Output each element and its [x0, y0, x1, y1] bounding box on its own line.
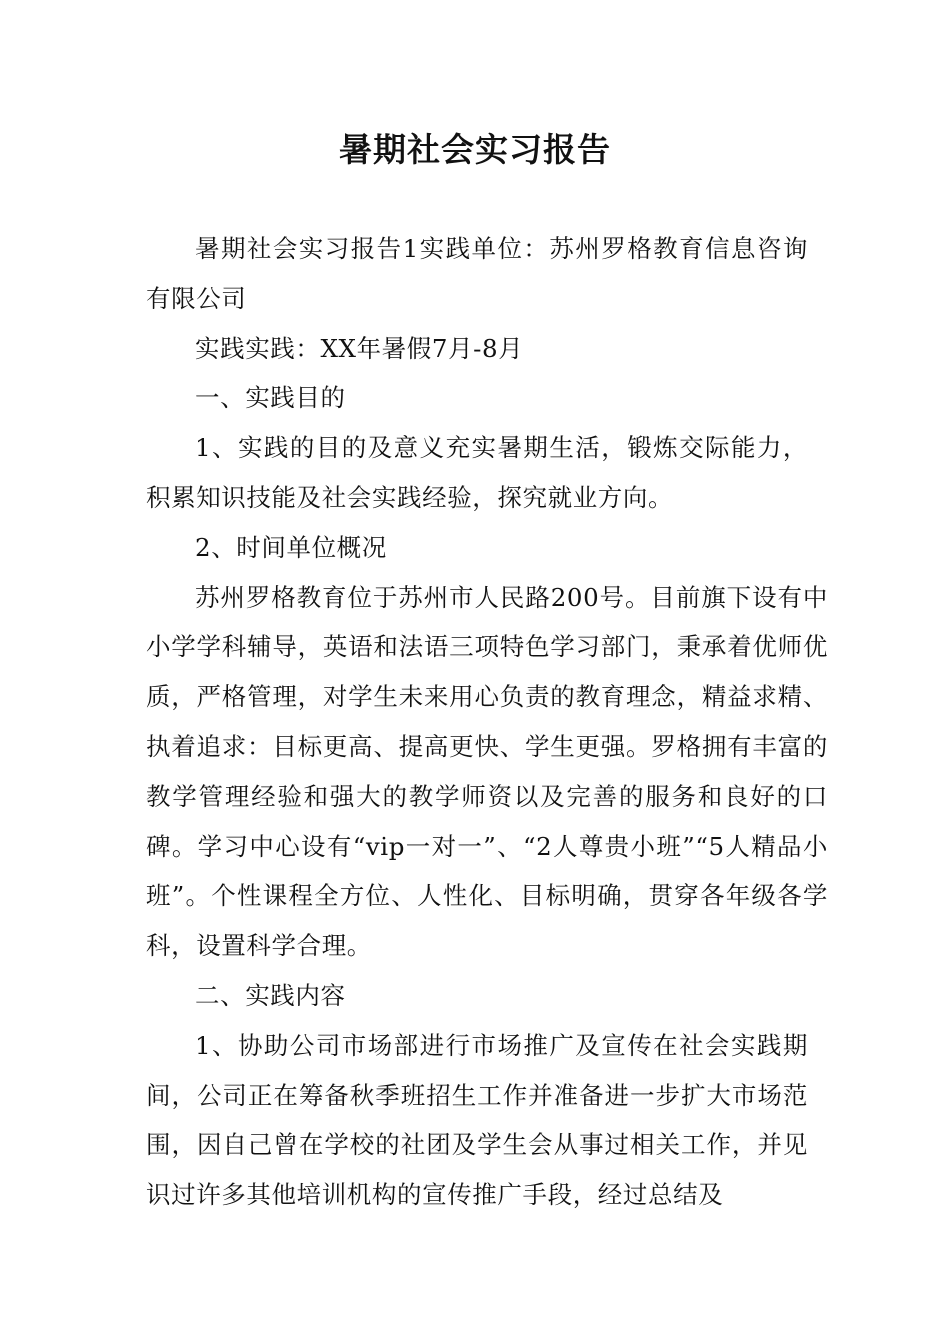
paragraph-unit-overview: 苏州罗格教育位于苏州市人民路200号。目前旗下设有中小学学科辅导，英语和法语三项特色学习部门，秉承着优师优质，严格管理，对学生未来用心负责的教育理念，精益求精、执着追求：目标更高、提高更快、学生更强。罗格拥有丰富的教学管理经验和强大的教学师资以及完善的服务和良好的口碑。学习中心设有“vip一对一”、“2人尊贵小班”“5人精品小班”。个性课程全方位、人性化、目标明确，贯穿各年级各学科，设置科学合理。 — [146, 582, 828, 961]
paragraph-market-promotion: 1、协助公司市场部进行市场推广及宣传在社会实践期间，公司正在筹备秋季班招生工作并准备进一步扩大市场范围，因自己曾在学校的社团及学生会从事过相关工作，并见识过许多其他培训机构的宣传推广手段，经过总结及 — [146, 1030, 808, 1210]
paragraph-purpose-meaning: 1、实践的目的及意义充实暑期生活，锻炼交际能力，积累知识技能及社会实践经验，探究就业方向。 — [146, 433, 808, 512]
page-title: 暑期社会实习报告 — [339, 130, 611, 169]
paragraph-practice-unit: 暑期社会实习报告1实践单位：苏州罗格教育信息咨询有限公司 — [146, 234, 808, 313]
paragraph-practice-time: 实践实践：XX年暑假7月-8月 — [195, 333, 524, 363]
heading-unit-overview: 2、时间单位概况 — [195, 532, 387, 562]
document-body — [146, 224, 828, 1220]
heading-practice-purpose: 一、实践目的 — [195, 383, 346, 413]
heading-practice-content: 二、实践内容 — [195, 980, 346, 1010]
